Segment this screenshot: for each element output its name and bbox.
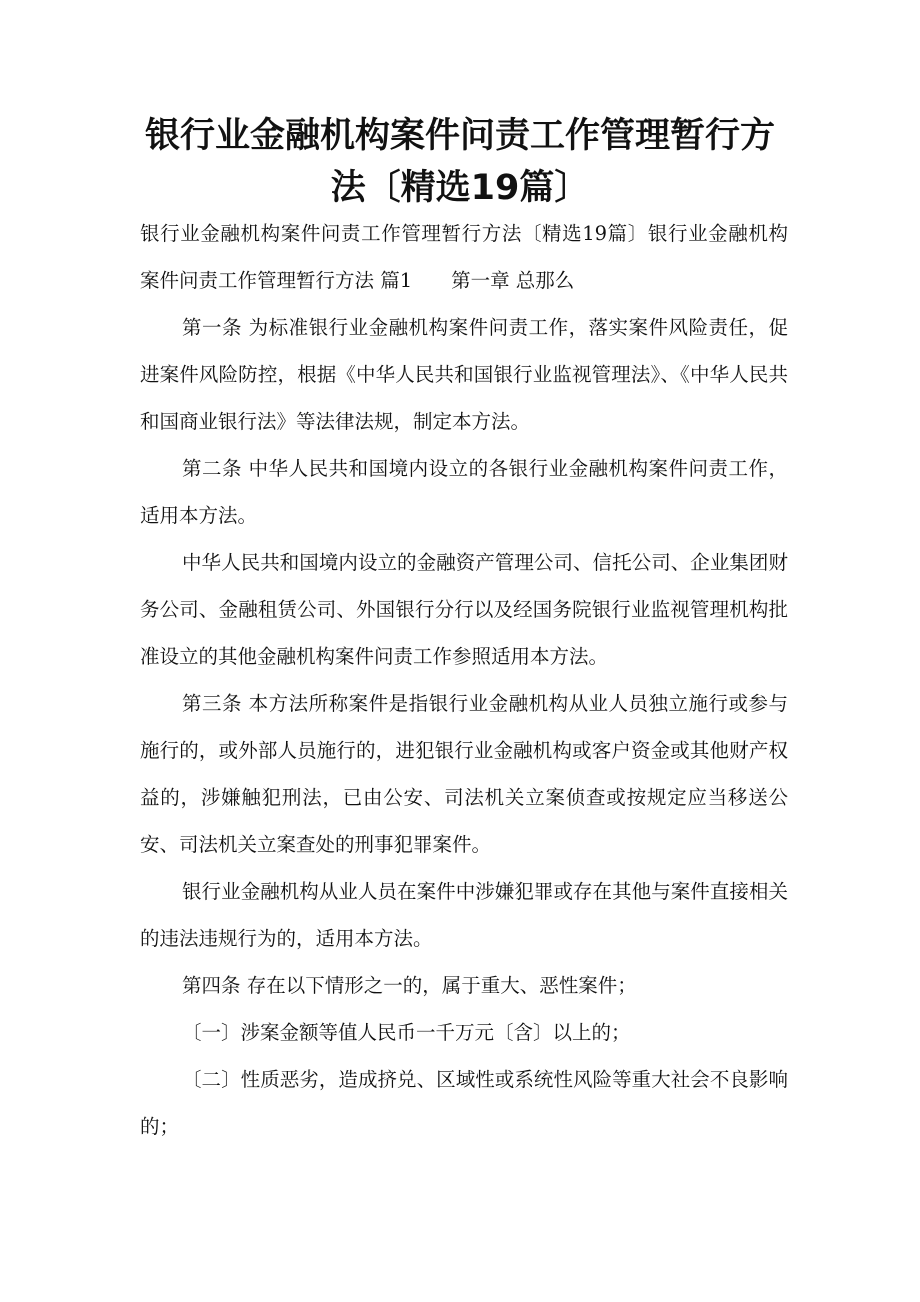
document-body [140, 210, 788, 1150]
paragraph-article-3: 第三条 本方法所称案件是指银行业金融机构从业人员独立施行或参与施行的，或外部人员施行的，进犯银行业金融机构或客户资金或其他财产权益的，涉嫌触犯刑法，已由公安、司法机关立案侦查或按规定应当移送公安、司法机关立案查处的刑事犯罪案件。 [140, 692, 788, 856]
intro-paragraph: 银行业金融机构案件问责工作管理暂行方法〔精选19篇〕银行业金融机构案件问责工作管理暂行方法 篇1 第一章 总那么 [140, 222, 788, 292]
paragraph-article-2-scope: 中华人民共和国境内设立的金融资产管理公司、信托公司、企业集团财务公司、金融租赁公司、外国银行分行以及经国务院银行业监视管理机构批准设立的其他金融机构案件问责工作参照适用本方法。 [140, 551, 788, 668]
paragraph-article-1: 第一条 为标准银行业金融机构案件问责工作，落实案件风险责任，促进案件风险防控，根据《中华人民共和国银行业监视管理法》、《中华人民共和国商业银行法》等法律法规，制定本方法。 [140, 316, 788, 433]
paragraph-article-3-scope: 银行业金融机构从业人员在案件中涉嫌犯罪或存在其他与案件直接相关的违法违规行为的，适用本方法。 [140, 880, 788, 950]
paragraph-article-4: 第四条 存在以下情形之一的，属于重大、恶性案件； [182, 974, 637, 997]
paragraph-article-2: 第二条 中华人民共和国境内设立的各银行业金融机构案件问责工作，适用本方法。 [140, 457, 788, 527]
paragraph-item-1: 〔一〕涉案金额等值人民币一千万元〔含〕以上的； [182, 1021, 631, 1044]
document-title: 银行业金融机构案件问责工作管理暂行方法〔精选19篇〕 [144, 116, 775, 208]
paragraph-item-2: 〔二〕性质恶劣，造成挤兑、区域性或系统性风险等重大社会不良影响的； [140, 1068, 788, 1138]
